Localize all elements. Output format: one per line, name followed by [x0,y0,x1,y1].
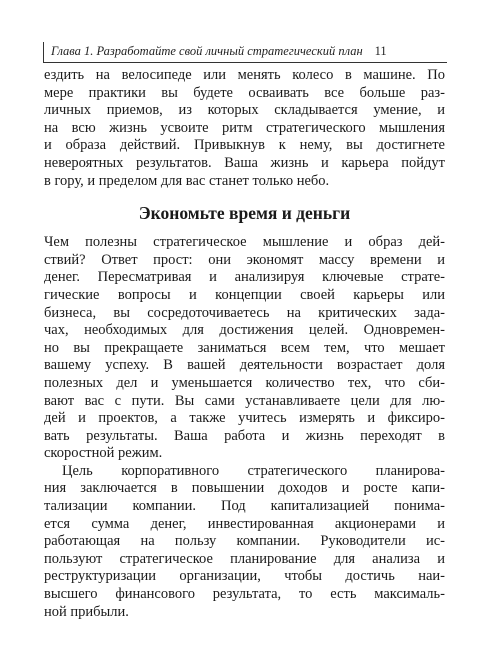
body-line: личных приемов, из которых складывается умение, и [44,102,445,119]
header-rule-vertical [43,42,44,63]
section-heading: Экономьте время и деньги [138,203,351,224]
body-line: скоростной режим. [44,445,163,462]
body-line: мере практики вы будете осваивать все больше раз- [44,84,445,101]
page-number: 11 [374,44,387,58]
body-line: денег. Пересматривая и анализируя ключевые страте- [44,269,445,286]
body-line: тализации компании. Под капитализацией понима- [44,498,445,515]
body-line: полезных дел и уменьшается количество тех, что сби- [44,374,445,391]
body-line: гические вопросы и концепции своей карьеры или [44,286,445,303]
body-line: невероятных результатов. Ваша жизнь и карьера пойдут [44,154,445,171]
body-line: работающая на пользу компании. Руководители ис- [44,533,445,550]
body-line: пользуют стратегическое планирование для анализа и [44,550,445,567]
body-line: но вы прекращаете заниматься всем тем, что мешает [44,339,445,356]
body-line: ствий? Ответ прост: они экономят массу времени и [44,251,445,268]
body-line: вать результаты. Ваша работа и жизнь переходят в [44,427,445,444]
body-line: ездить на велосипеде или менять колесо в машине. По [44,67,445,83]
body-line: чах, необходимых для достижения целей. Одновремен- [44,322,445,339]
header-rule-horizontal [43,62,447,63]
body-line: реструктуризации организации, чтобы достичь наи- [44,568,445,585]
body-line: ния заключается в повышении доходов и росте капи- [44,480,445,497]
page-body [44,67,445,621]
body-line: высшего финансового результата, то есть максималь- [44,586,445,603]
paragraph-1 [44,67,445,190]
body-line: Цель корпоративного стратегического планирова- [62,462,445,479]
body-line: ется сумма денег, инвестированная акционерами и [44,515,445,532]
body-line: бизнеса, вы сосредоточиваетесь на критических зада- [44,304,445,321]
body-line: Чем полезны стратегическое мышление и образ дей- [44,234,445,251]
body-line: на всю жизнь усвоите ритм стратегического мышления [44,119,445,136]
body-line: вают вас с пути. Вы сами устанавливаете цели для лю- [44,392,445,409]
paragraph-3 [44,463,445,621]
running-header [51,43,387,60]
body-line: вашему успеху. В вашей деятельности возрастает доля [44,357,445,374]
body-line: ной прибыли. [44,603,129,620]
chapter-title: Глава 1. Разработайте свой личный стратегический план [51,44,363,58]
body-line: дей и проектов, а также учитесь измерять и фиксиро- [44,410,445,427]
body-line: в гору, и пределом для вас станет только небо. [44,172,330,189]
body-line: и образа действий. Привыкнув к нему, вы достигнете [44,137,445,154]
paragraph-2 [44,234,445,463]
